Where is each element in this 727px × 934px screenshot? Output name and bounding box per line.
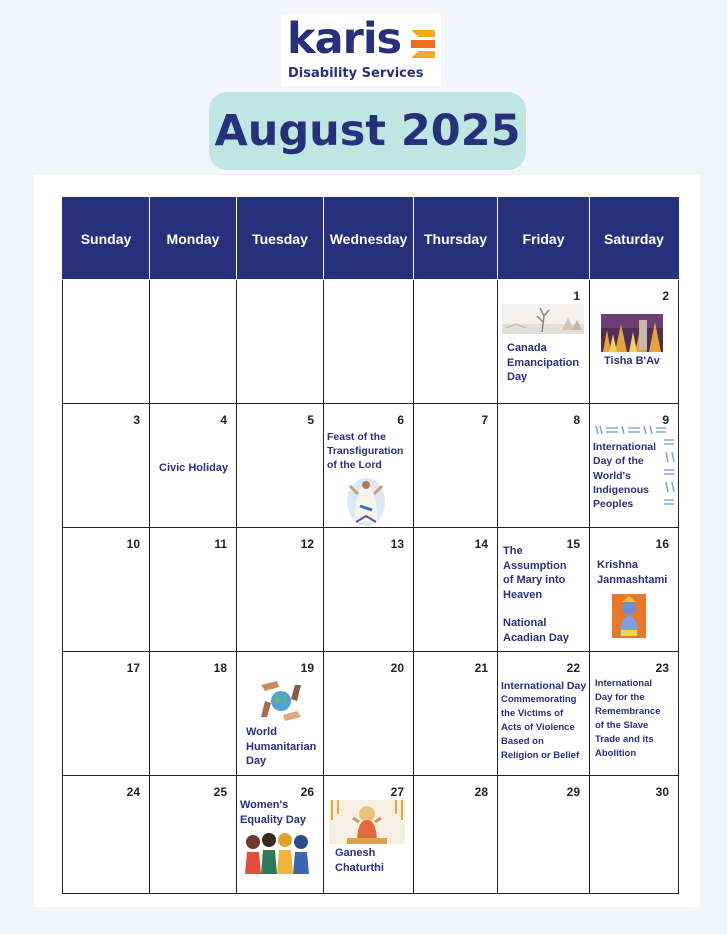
week-row [63,652,679,776]
ganesh-image-icon [329,800,405,844]
day-number: 19 [300,661,314,675]
event-feast-of-transfiguration: Feast of the Transfiguration of the Lord [327,431,404,471]
logo-mark-icon [411,30,435,58]
womens-equality-image-icon [243,828,315,874]
day-number: 16 [655,537,669,551]
week-row [63,528,679,652]
day-cell [414,776,498,894]
event-assumption-of-mary: The Assumption of Mary into Heaven [503,545,567,601]
event-victims-of-religious-violence-day: International Day Commemorating the Victims of Acts of Violence Based on Religion or Belief [501,680,587,761]
day-cell [63,528,150,652]
day-number: 8 [573,413,580,427]
day-number: 18 [213,661,227,675]
day-number: 6 [397,413,404,427]
day-cell [324,528,414,652]
event-tisha-bav: Tisha B'Av [604,355,660,367]
event-civic-holiday: Civic Holiday [159,462,229,474]
logo-brand-text: karis [287,14,402,64]
calendar-grid [62,197,679,894]
day-cell [590,280,679,404]
day-number: 13 [390,537,404,551]
day-number: 2 [662,289,669,303]
empty-day-cell [324,280,414,404]
day-number: 17 [126,661,140,675]
day-cell [150,652,237,776]
day-number: 30 [655,785,669,799]
day-number: 25 [213,785,227,799]
day-number: 14 [474,537,488,551]
day-number: 27 [390,785,404,799]
event-womens-equality-day: Women's Equality Day [240,799,307,826]
day-cell [498,776,590,894]
event-world-humanitarian-day: World Humanitarian Day [246,726,317,767]
day-cell [590,404,679,528]
day-cell [590,776,679,894]
empty-day-cell [63,280,150,404]
humanitarian-hands-globe-icon [257,677,305,725]
day-number: 3 [133,413,140,427]
weekday-wednesday: Wednesday [324,198,414,280]
day-cell [63,776,150,894]
day-cell [237,776,324,894]
event-national-acadian-day: National Acadian Day [503,617,570,644]
day-number: 26 [300,785,314,799]
day-cell [63,652,150,776]
weekday-tuesday: Tuesday [237,198,324,280]
day-number: 22 [566,661,580,675]
day-cell [498,652,590,776]
day-cell [237,404,324,528]
event-canada-emancipation-day: Canada Emancipation Day [507,342,580,383]
day-number: 21 [474,661,488,675]
day-cell [414,404,498,528]
day-number: 12 [300,537,314,551]
day-cell [498,528,590,652]
day-cell [324,776,414,894]
weekday-header-row [63,198,679,280]
day-number: 15 [566,537,580,551]
tisha-bav-image-icon [601,314,663,352]
logo-subtitle: Disability Services [288,66,424,81]
weekday-sunday: Sunday [63,198,150,280]
day-cell [590,652,679,776]
month-title-box [209,92,526,170]
day-cell [63,404,150,528]
event-international-day-indigenous-peoples: International Day of the World's Indigenous Peoples [593,441,657,511]
weekday-saturday: Saturday [590,198,679,280]
karis-logo [281,14,441,86]
week-row [63,280,679,404]
weekday-monday: Monday [150,198,237,280]
day-number: 9 [662,413,669,427]
week-row [63,404,679,528]
weekday-thursday: Thursday [414,198,498,280]
day-number: 20 [390,661,404,675]
day-cell [150,776,237,894]
day-number: 7 [481,413,488,427]
day-number: 11 [214,537,227,551]
transfiguration-image-icon [346,476,386,526]
day-cell [590,528,679,652]
day-number: 5 [307,413,314,427]
day-cell [498,404,590,528]
day-cell [324,652,414,776]
day-cell [150,528,237,652]
weekday-friday: Friday [498,198,590,280]
day-number: 23 [655,661,669,675]
day-cell [498,280,590,404]
day-number: 24 [126,785,140,799]
day-cell [414,652,498,776]
day-number: 10 [126,537,140,551]
emancipation-image-icon [502,304,584,334]
empty-day-cell [414,280,498,404]
event-ganesh-chaturthi: Ganesh Chaturthi [335,847,384,874]
day-cell [324,404,414,528]
day-cell [237,652,324,776]
day-cell [237,528,324,652]
event-krishna-janmashtami: Krishna Janmashtami [597,559,668,586]
day-number: 29 [566,785,580,799]
empty-day-cell [237,280,324,404]
day-number: 1 [573,289,580,303]
month-title: August 2025 [214,106,521,156]
day-number: 28 [474,785,488,799]
day-number: 4 [220,413,227,427]
day-cell [414,528,498,652]
krishna-image-icon [612,594,646,638]
day-cell [150,404,237,528]
week-row [63,776,679,894]
empty-day-cell [150,280,237,404]
event-slave-trade-remembrance-day: International Day for the Remembrance of the Slave Trade and its Abolition [595,678,661,759]
